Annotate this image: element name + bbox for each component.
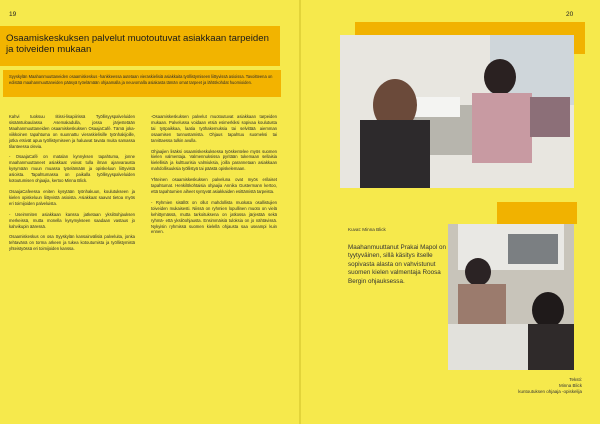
photo-consultation	[340, 35, 574, 188]
body-paragraph: Ohjaajien lisäksi osaamiskeskuksessa työskentelee myös suomen kielen valmentaja. Valmennuksissa pyritään tukemaan sellaisia kielellisiä ja kulttuurisia valmiuksia, joilla parannetaan asiakkaan mahdollisuuksia työllistyä tai päästä opiskelemaan.	[151, 148, 277, 172]
photo-accent-block	[497, 202, 577, 224]
credit-role: kuntoutuksen ohjaaja -opiskelija	[518, 389, 582, 394]
lead-block	[3, 70, 281, 97]
body-paragraph: OsaajaCafeessa eniten kysytään työnhakuun, koulutukseen ja kielen opiskeluun liittyvistä asioista. Asiakkaat saavat tietoa myös eri toimijoiden palveluista.	[9, 188, 135, 206]
credit-name: Minna Blick	[558, 383, 582, 388]
body-column-2	[151, 114, 277, 240]
body-paragraph: - Ryhmien sisällöt on ollut mahdollista muokata osallistujien toiveiden mukaisesti. Niissä on ryhmien lopullinen muoto on vielä kehittymässä, mutta tarkoituksena on jatkossa järjestää sekä ryhmä- että yksilöohjausta. Ensimmäisiä tuloksia on jo nähtävissä. Nykyisin ryhmissä suomen kielellä ohjausta saa useampi kuin ennen.	[151, 199, 277, 235]
lead-paragraph: Syyskylän Maahanmuuttaneiden osaamiskeskus -hankkeessa autetaan vieraskielisiä asiakkaita työllistymiseen liittyvissä asioissa. Tavoitteena on edistää maahanmuuttaneiden pääsyä työelämään ohjaamalla ja neuvomalla asiakasta tämän omat tarpeet ja lähtökohdat huomioiden.	[9, 74, 273, 85]
page-number-left: 19	[9, 11, 17, 18]
body-paragraph: - Useimmiten asiakkaan kanssa jatketaan yksilöohjauksen merkeissä, mutta monella kysymykseen saadaan vastaus jo kahvikupin ääressä.	[9, 211, 135, 229]
body-column-1	[9, 114, 135, 257]
body-paragraph: Osaamiskeskus on osa Syyskylän kansainvälisiä palveluita, jonka tehtavänä on torma arkeen ja tukea kotoutumista ja työllistymistä yhteistyössä eri toimijoiden kanssa.	[9, 234, 135, 252]
author-credit	[500, 377, 582, 395]
credit-label: Teksti:	[569, 377, 582, 382]
photo-credit: Kuvat: Minna Blick	[348, 227, 386, 232]
body-paragraph: Yhteinen osaamiskeskuksen palveluna ovat myös erilaiset tapahtumat. Henkilökohtaisia ohjaajia Annika Gustermann kertoo, että tapahtumien aiheet syntyvät asiakkaiden esittämistä tarpeista.	[151, 177, 277, 194]
page-gutter	[299, 0, 301, 424]
article-title: Osaamiskeskuksen palvelut muotoutuvat asiakkaan tarpeiden ja toiveiden mukaan	[6, 33, 269, 55]
title-block	[0, 26, 280, 66]
body-paragraph: Kahvi tuoksuu Iitissi-lisapiirissä Työllisyyspalveluiden sisääntuloaulassa Asemakadulla, jossa järjestetään Maahanmuuttaneiden osaamiskeskuksen OsaajaCafé. Tämä joka-viikkoinen tapahtuma on suunnattu vieraskielisille työnhakijoille, jotka etsivät apua työllistymiseen ja haluavat tavata muita samassa tilanteessa olevia.	[9, 114, 135, 149]
photo-language-coaching	[448, 224, 574, 370]
page-number-right: 20	[566, 11, 574, 18]
body-paragraph: -Osaamiskeskuksen palvelut muotoutuvat asiakkaan tarpeiden mukaan. Palvelussa voidaan etsiä esimerkiksi sopivaa koulutusta tai työpaikkaa, laatia työhakemuksia tai selvittää aiemman osaamisen tunnustamista. Ohjaus tapahtuu suomeksi tai tarvittaessa tulkin avulla.	[151, 114, 277, 143]
photo-caption: Maahanmuuttanut Prakai Mapol on tyytyväinen, sillä käsitys itselle sopivasta alasta on vahvistunut suomen kielen valmentaja Roosa Bergin ohjauksessa.	[348, 244, 447, 285]
body-paragraph: - OsaajaCafé on matalan kynnyksen tapahtuma, jonne maahanmuuttaneet asiakkaat voivat tulla ilman ajanvarausta kysymään muun muassa työelämään ja opiskeluun liittyvistä asioista. Tapahtumassa on paikalla työllisyyspalveluiden kotoutumisen ohjaajia, kertoo Minna Blick.	[9, 154, 135, 184]
